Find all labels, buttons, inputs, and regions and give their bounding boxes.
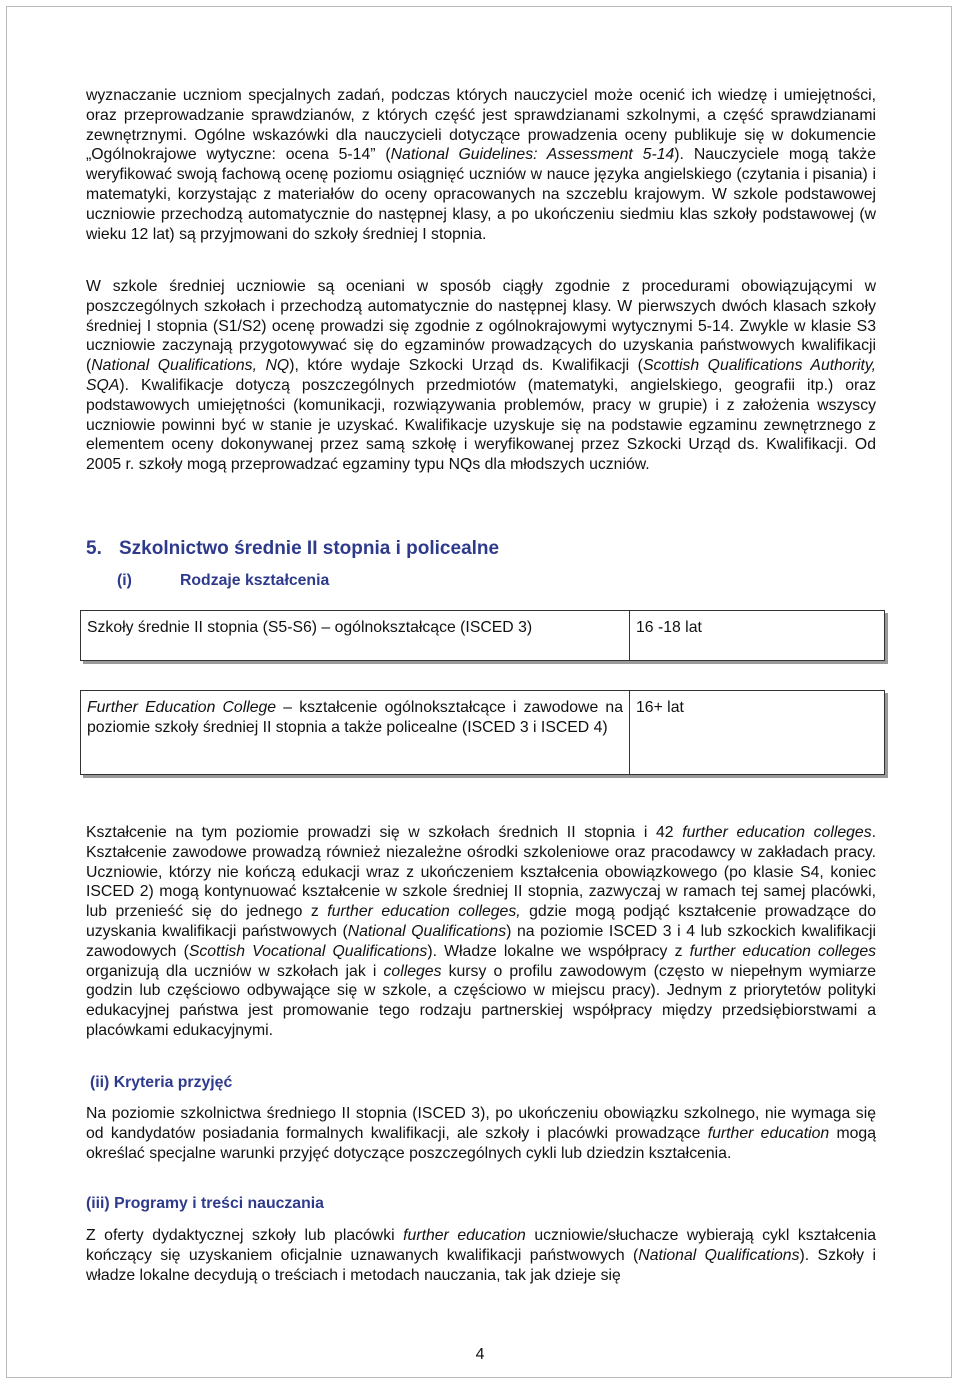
italic-term: further education colleges, [327, 903, 521, 921]
italic-term: further education [403, 1227, 526, 1244]
italic-term: National Qualifications [347, 922, 507, 940]
subsection-i-title: Rodzaje kształcenia [180, 572, 330, 589]
italic-term: further education [707, 1124, 830, 1142]
table-row-general [80, 610, 885, 661]
subsection-iii-heading: (iii) Programy i treści nauczania [86, 1195, 324, 1212]
table-cell-type: Szkoły średnie II stopnia (S5-S6) – ogólnokształcące (ISCED 3) [81, 611, 630, 660]
italic-term: National Qualifications [638, 1246, 800, 1264]
italic-term: Scottish Vocational Qualifications [188, 942, 428, 960]
section-number: 5. [86, 538, 102, 559]
table-cell-age: 16 -18 lat [636, 619, 702, 636]
table-cell-type: Further Education College – kształcenie ogólnokształcące i zawodowe na poziomie szkoły średniej II stopnia a także policealne (ISCED 3 i ISCED 4) [81, 691, 630, 774]
subsection-i-label: (i) [117, 572, 132, 589]
subsection-ii-heading: (ii) Kryteria przyjęć [90, 1074, 233, 1091]
italic-term: National Guidelines: Assessment 5-14 [390, 146, 675, 164]
italic-term: Further Education College [87, 699, 277, 716]
table-cell-age: 16+ lat [636, 699, 684, 716]
page-number: 4 [475, 1346, 485, 1363]
paragraph-assessment-secondary: W szkole średniej uczniowie są oceniani w sposób ciągły zgodnie z procedurami obowiązującymi w poszczególnych szkołach i przechodzą automatycznie do następnej klasy. W pierwszych dwóch klasach szkoły średniej I stopnia (S1/S2) ocenę prowadzi się zgodnie z ogólnokrajowymi wytycznymi 5-14. Zwykle w klasie S3 uczniowie zaczynają przygotowywać się do egzaminów prowadzących do uzyskania państwowych kwalifikacji (National Qualifications, NQ), które wydaje Szkocki Urząd ds. Kwalifikacji (Scottish Qualifications Authority, SQA). Kwalifikacje dotyczą poszczególnych przedmiotów (matematyki, angielskiego, geografii itp.) oraz podstawowych umiejętności (komunikacji, rozwiązywania problemów, pracy w grupie) i z założenia wszyscy uczniowie powinni być w stanie je uzyskać. Kwalifikacje uzyskuje się na podstawie egzaminu zewnętrznego z elementem oceny dokonywanej przez samą szkołę i weryfikowanej przez Szkocki Urząd ds. Kwalifikacji. Od 2005 r. szkoły mogą przeprowadzać egzaminy typu NQs dla młodszych uczniów. [86, 278, 876, 474]
section-heading [86, 538, 499, 560]
italic-term: National Qualifications, NQ [91, 357, 290, 375]
italic-term: further education colleges [689, 942, 877, 960]
paragraph-upper-secondary: Kształcenie na tym poziomie prowadzi się w szkołach średnich II stopnia i 42 further education colleges. Kształcenie zawodowe prowadzą również niezależne ośrodki szkoleniowe oraz pracodawcy w zakładach pracy. Uczniowie, którzy nie kończą edukacji wraz z ukończeniem kształcenia obowiązkowego (po klasie S4, koniec ISCED 2) mogą kontynuować kształcenie w szkole średniej II stopnia, zazwyczaj w ramach tej samej placówki, lub przenieść się do jednego z further education colleges, gdzie mogą podjąć kształcenie prowadzące do uzyskania kwalifikacji państwowych (National Qualifications) na poziomie ISCED 3 i 4 lub szkockich kwalifikacji zawodowych (Scottish Vocational Qualifications). Władze lokalne we współpracy z further education colleges organizują dla uczniów w szkołach jak i colleges kursy o profilu zawodowym (często w niepełnym wymiarze godzin lub częściowo odbywające się w szkole, a częściowo w miejscu pracy). Jednym z priorytetów polityki edukacyjnej państwa jest promowanie tego rodzaju partnerskiej współpracy między przedsiębiorstwami a placówkami edukacyjnymi. [86, 824, 877, 1039]
italic-term: further education colleges [682, 824, 872, 841]
table-row-further-education [80, 690, 885, 775]
section-title: Szkolnictwo średnie II stopnia i policealne [119, 538, 500, 559]
italic-term: Scottish Qualifications Authority, SQA [86, 357, 876, 394]
paragraph-admission: Na poziomie szkolnictwa średniego II stopnia (ISCED 3), po ukończeniu obowiązku szkolnego, nie wymaga się od kandydatów posiadania formalnych kwalifikacji, ale szkoły i placówki prowadzące further education mogą określać specjalne warunki przyjęć dotyczące poszczególnych cykli lub dziedzin kształcenia. [86, 1105, 876, 1162]
italic-term: colleges [383, 962, 442, 980]
paragraph-curriculum: Z oferty dydaktycznej szkoły lub placówki further education uczniowie/słuchacze wybierają cykl kształcenia kończący się uzyskaniem oficjalnie uznawanych kwalifikacji państwowych (National Qualifications). Szkoły i władze lokalne decydują o treściach i metodach nauczania, tak jak dzieje się [86, 1227, 877, 1284]
paragraph-assessment-primary: wyznaczanie uczniom specjalnych zadań, podczas których nauczyciel może ocenić ich wiedzę i umiejętności, oraz przeprowadzanie sprawdzianów, z których część jest sprawdzianami szkolnymi, a część sprawdzianami zewnętrznymi. Ogólne wskazówki dla nauczycieli dotyczące prowadzenia oceny publikuje się w dokumencie „Ogólnokrajowe wytyczne: ocena 5-14” (National Guidelines: Assessment 5-14). Nauczyciele mogą także weryfikować swoją fachową ocenę poziomu osiągnięć uczniów w nauce języka angielskiego (czytania i pisania) i matematyki, korzystając z materiałów do oceny opracowanych na szczeblu krajowym. W szkole podstawowej uczniowie przechodzą automatycznie do następnej klasy, a po ukończeniu siedmiu klas szkoły podstawowej (w wieku 12 lat) są przyjmowani do szkoły średniej I stopnia. [86, 87, 876, 243]
